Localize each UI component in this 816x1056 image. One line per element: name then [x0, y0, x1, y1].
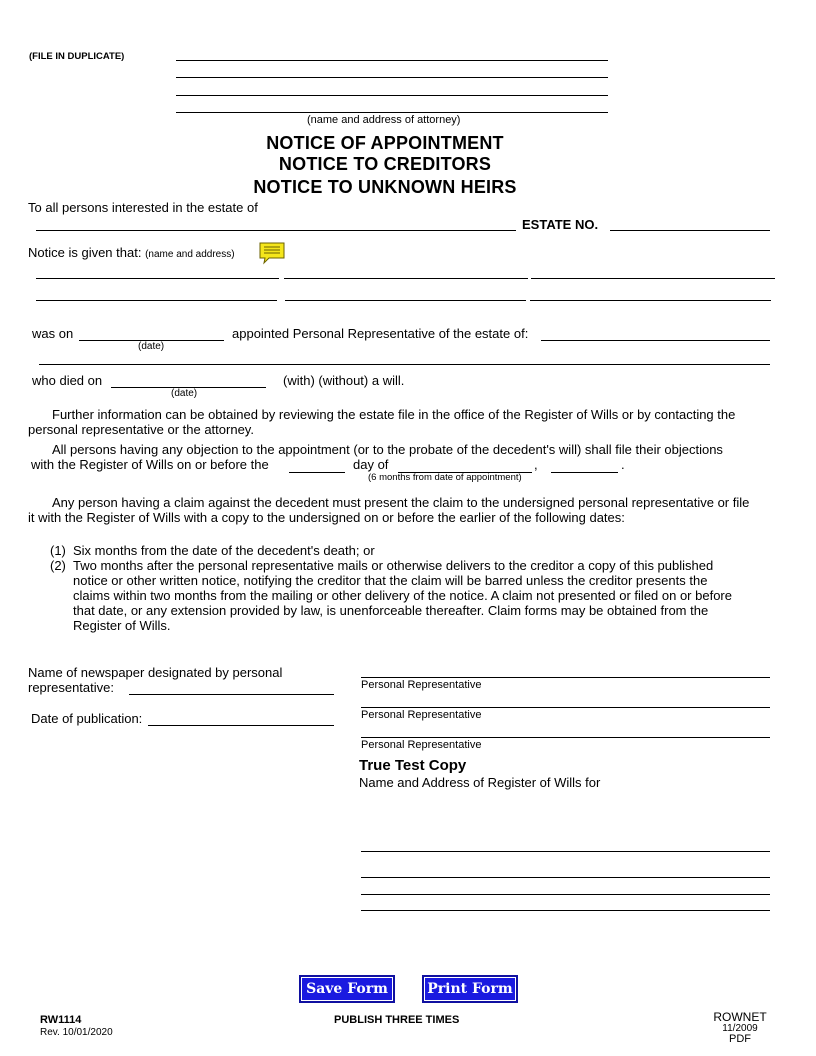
pr-address-field-3[interactable]: [530, 300, 771, 301]
title-notice-to-creditors: NOTICE TO CREDITORS: [278, 154, 492, 174]
estate-of-field-2[interactable]: [39, 364, 770, 365]
pr-name-field-3[interactable]: [531, 278, 775, 279]
attorney-line-3[interactable]: [176, 95, 608, 96]
pr-name-field-1[interactable]: [36, 278, 279, 279]
file-in-duplicate-note: (FILE IN DUPLICATE): [29, 51, 125, 62]
rownet-date: 11/2009: [722, 1023, 758, 1034]
claim-paragraph: Any person having a claim against the decedent must present the claim to the undersigned personal representative or file it with the Register of Wills with a copy to the undersigned on or before the earlier of the following dates:: [28, 495, 750, 525]
print-form-button[interactable]: Print Form: [422, 975, 518, 1003]
attorney-line-4[interactable]: [176, 112, 608, 113]
list-item-1-text: Six months from the date of the decedent's death; or: [73, 543, 375, 558]
title-notice-of-appointment: NOTICE OF APPOINTMENT: [266, 133, 504, 153]
estate-of-field[interactable]: [541, 340, 770, 341]
publication-date-field[interactable]: [148, 725, 334, 726]
register-line-3[interactable]: [361, 894, 770, 895]
register-line-1[interactable]: [361, 851, 770, 852]
pr-signature-line-1[interactable]: [361, 677, 770, 678]
objection-period: .: [621, 457, 625, 472]
pr-address-field-1[interactable]: [36, 300, 277, 301]
objection-line-2: with the Register of Wills on or before the: [31, 457, 269, 472]
objection-comma: ,: [534, 457, 538, 472]
rownet-label: ROWNET: [713, 1010, 767, 1024]
list-item-2-num: (2): [50, 558, 66, 573]
decedent-name-field[interactable]: [36, 230, 516, 231]
pdf-label: PDF: [729, 1033, 751, 1045]
who-died-on-label: who died on: [32, 373, 103, 388]
six-months-caption: (6 months from date of appointment): [368, 472, 522, 483]
true-test-copy-heading: True Test Copy: [359, 757, 467, 774]
estate-no-field[interactable]: [610, 230, 770, 231]
day-of-label: day of: [353, 457, 389, 472]
save-form-button[interactable]: Save Form: [299, 975, 395, 1003]
comment-note-icon[interactable]: [258, 241, 286, 265]
notice-sublabel: (name and address): [145, 249, 235, 260]
appointed-text: appointed Personal Representative of the estate of:: [232, 326, 529, 341]
newspaper-label-line-2: representative:: [28, 680, 114, 695]
pr-signature-label-1: Personal Representative: [361, 679, 482, 691]
register-of-wills-label: Name and Address of Register of Wills for: [359, 775, 601, 790]
publish-three-times: PUBLISH THREE TIMES: [334, 1014, 460, 1026]
notice-label-text: Notice is given that:: [28, 245, 142, 260]
form-number: RW1114: [40, 1014, 82, 1026]
estate-intro: To all persons interested in the estate of: [28, 200, 258, 215]
appointment-date-caption: (date): [138, 341, 165, 352]
attorney-line-1[interactable]: [176, 60, 608, 61]
with-without-will: (with) (without) a will.: [283, 373, 405, 388]
further-info-paragraph: Further information can be obtained by reviewing the estate file in the office of the Register of Wills or by contacting the personal representative or the attorney.: [28, 407, 736, 437]
was-on-label: was on: [32, 326, 74, 341]
attorney-caption: (name and address of attorney): [307, 114, 461, 126]
newspaper-label-line-1: Name of newspaper designated by personal: [28, 665, 283, 680]
list-item-2-text: Two months after the personal representative mails or otherwise delivers to the creditor a copy of this published notice or other written notice, notifying the creditor that the claim will be barred unless the creditor presents the claims within two months from the mailing or other delivery of the notice. A claim not presented or filed on or before that date, or any extension provided by law, is unenforceable thereafter. Claim forms may be obtained from the Register of Wills.: [73, 558, 732, 633]
pr-address-field-2[interactable]: [285, 300, 526, 301]
pr-name-field-2[interactable]: [284, 278, 528, 279]
estate-no-label: ESTATE NO.: [522, 217, 599, 232]
title-notice-to-unknown-heirs: NOTICE TO UNKNOWN HEIRS: [253, 177, 517, 197]
notice-label: [28, 245, 235, 262]
pr-signature-label-3: Personal Representative: [361, 739, 482, 751]
pr-signature-label-2: Personal Representative: [361, 709, 482, 721]
list-item-1-num: (1): [50, 543, 66, 558]
revision-date: Rev. 10/01/2020: [40, 1027, 113, 1038]
objection-year-field[interactable]: [551, 472, 618, 473]
objection-line-1: All persons having any objection to the appointment (or to the probate of the decedent's will) shall file their objections: [52, 442, 723, 457]
register-line-2[interactable]: [361, 877, 770, 878]
objection-day-field[interactable]: [289, 472, 345, 473]
publication-date-label: Date of publication:: [31, 711, 143, 726]
attorney-line-2[interactable]: [176, 77, 608, 78]
newspaper-field[interactable]: [129, 694, 334, 695]
register-line-4[interactable]: [361, 910, 770, 911]
death-date-caption: (date): [171, 388, 198, 399]
pr-signature-line-3[interactable]: [361, 737, 770, 738]
pr-signature-line-2[interactable]: [361, 707, 770, 708]
